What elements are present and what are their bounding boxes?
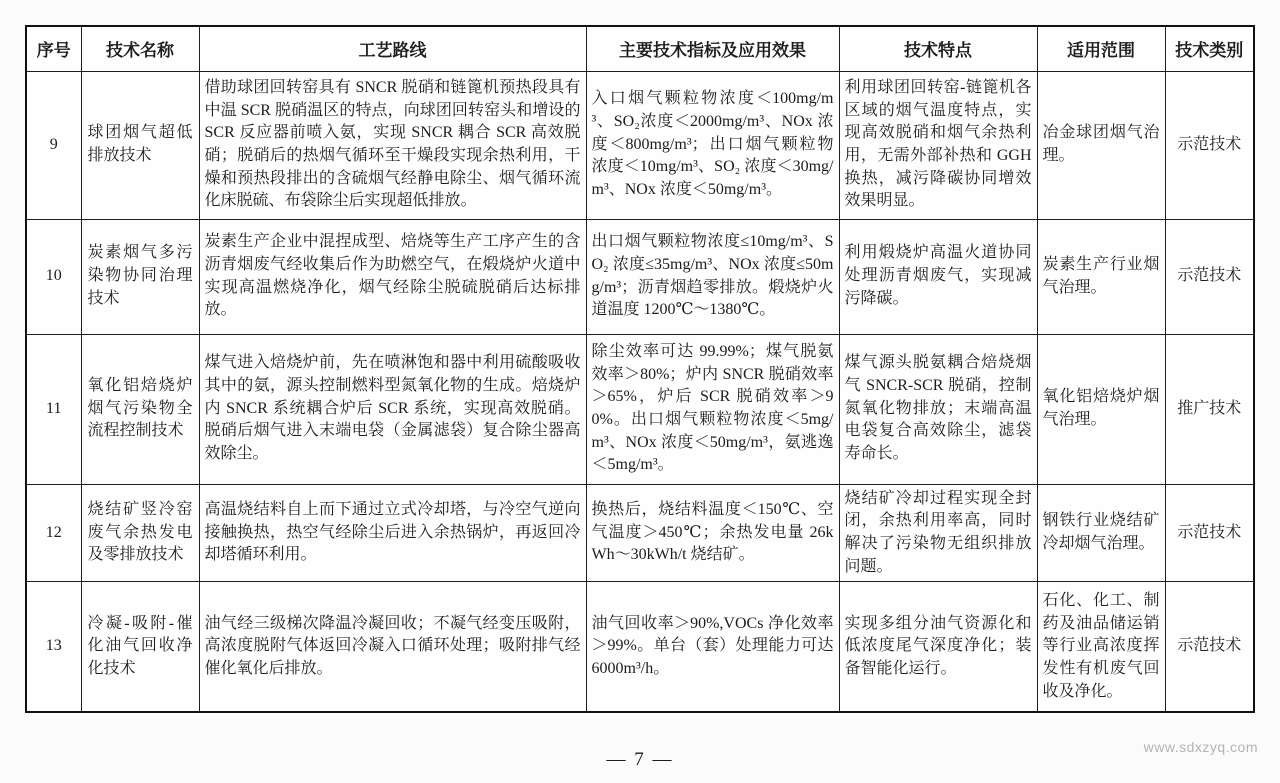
- scope-cell: 冶金球团烟气治理。: [1037, 71, 1165, 219]
- technology-name-cell: 烧结矿竖冷窑废气余热发电及零排放技术: [81, 484, 199, 582]
- features-cell: 烧结矿冷却过程实现全封闭，余热利用率高，同时解决了污染物无组织排放问题。: [839, 484, 1037, 582]
- features-cell: 煤气源头脱氨耦合焙烧烟气 SNCR-SCR 脱硝，控制氮氧化物排放；末端高温电袋复合高效除尘，滤袋寿命长。: [839, 334, 1037, 484]
- header-no: 序号: [26, 26, 81, 71]
- scope-cell: 氧化铝焙烧炉烟气治理。: [1037, 334, 1165, 484]
- page-number: — 7 —: [606, 749, 674, 770]
- process-route-cell: 高温烧结料自上而下通过立式冷却塔，与冷空气逆向接触换热，热空气经除尘后进入余热锅炉，再返回冷却塔循环利用。: [199, 484, 586, 582]
- technology-catalog-table: [25, 25, 1255, 713]
- row-number-cell: 10: [26, 219, 81, 334]
- indicators-cell: 除尘效率可达 99.99%；煤气脱氨效率＞80%；炉内 SNCR 脱硝效率＞65%，炉后 SCR 脱硝效率＞90%。出口烟气颗粒物浓度＜5mg/m³、NOx 浓度＜50mg/m³，氨逃逸＜5mg/m³。: [586, 334, 839, 484]
- features-cell: 利用球团回转窑-链篦机各区域的烟气温度特点，实现高效脱硝和烟气余热利用，无需外部补热和 GGH 换热，减污降碳协同增效效果明显。: [839, 71, 1037, 219]
- technology-name-cell: 氧化铝焙烧炉烟气污染物全流程控制技术: [81, 334, 199, 484]
- category-cell: 示范技术: [1165, 71, 1254, 219]
- category-cell: 示范技术: [1165, 219, 1254, 334]
- category-cell: 推广技术: [1165, 334, 1254, 484]
- indicators-cell: 出口烟气颗粒物浓度≤10mg/m³、SO₂ 浓度≤35mg/m³、NOx 浓度≤50mg/m³；沥青烟趋零排放。煅烧炉火道温度 1200℃～1380℃。: [586, 219, 839, 334]
- process-route-cell: 炭素生产企业中混捏成型、焙烧等生产工序产生的含沥青烟废气经收集后作为助燃空气，在煅烧炉火道中实现高温燃烧净化，烟气经除尘脱硫脱硝后达标排放。: [199, 219, 586, 334]
- table-row: [26, 219, 1254, 334]
- header-scope: 适用范围: [1037, 26, 1165, 71]
- header-category: 技术类别: [1165, 26, 1254, 71]
- scope-cell: 钢铁行业烧结矿冷却烟气治理。: [1037, 484, 1165, 582]
- header-name: 技术名称: [81, 26, 199, 71]
- scope-cell: 石化、化工、制药及油品储运销等行业高浓度挥发性有机废气回收及净化。: [1037, 582, 1165, 712]
- process-route-cell: 借助球团回转窑具有 SNCR 脱硝和链篦机预热段具有中温 SCR 脱硝温区的特点，向球团回转窑头和增设的 SCR 反应器前喷入氨，实现 SNCR 耦合 SCR 高效脱硝；脱硝后的热烟气循环至干燥段实现余热利用，干燥和预热段排出的含硫烟气经静电除尘、烟气循环流化床脱硫、布袋除尘后实现超低排放。: [199, 71, 586, 219]
- process-route-cell: 油气经三级梯次降温冷凝回收；不凝气经变压吸附，高浓度脱附气体返回冷凝入口循环处理；吸附排气经催化氧化后排放。: [199, 582, 586, 712]
- header-row: [26, 26, 1254, 71]
- technology-name-cell: 球团烟气超低排放技术: [81, 71, 199, 219]
- indicators-cell: 油气回收率＞90%,VOCs 净化效率＞99%。单台（套）处理能力可达 6000m³/h。: [586, 582, 839, 712]
- table-row: [26, 334, 1254, 484]
- indicators-cell: 入口烟气颗粒物浓度＜100mg/m³、SO₂浓度＜2000mg/m³、NOx 浓度＜800mg/m³；出口烟气颗粒物浓度＜10mg/m³、SO₂ 浓度＜30mg/m³、NOx 浓度＜50mg/m³。: [586, 71, 839, 219]
- process-route-cell: 煤气进入焙烧炉前，先在喷淋饱和器中利用硫酸吸收其中的氨，源头控制燃料型氮氧化物的生成。焙烧炉内 SNCR 系统耦合炉后 SCR 系统，实现高效脱硝。脱硝后烟气进入末端电袋（金属滤袋）复合除尘器高效除尘。: [199, 334, 586, 484]
- header-indicators: 主要技术指标及应用效果: [586, 26, 839, 71]
- scope-cell: 炭素生产行业烟气治理。: [1037, 219, 1165, 334]
- table-row: [26, 484, 1254, 582]
- row-number-cell: 9: [26, 71, 81, 219]
- technology-name-cell: 冷凝-吸附-催化油气回收净化技术: [81, 582, 199, 712]
- category-cell: 示范技术: [1165, 582, 1254, 712]
- technology-name-cell: 炭素烟气多污染物协同治理技术: [81, 219, 199, 334]
- watermark-text: www.sdxzyq.com: [1143, 739, 1258, 755]
- table-row: [26, 71, 1254, 219]
- header-features: 技术特点: [839, 26, 1037, 71]
- table-row: [26, 582, 1254, 712]
- features-cell: 利用煅烧炉高温火道协同处理沥青烟废气，实现减污降碳。: [839, 219, 1037, 334]
- header-process: 工艺路线: [199, 26, 586, 71]
- category-cell: 示范技术: [1165, 484, 1254, 582]
- row-number-cell: 12: [26, 484, 81, 582]
- indicators-cell: 换热后，烧结料温度＜150℃、空气温度＞450℃；余热发电量 26kWh～30kWh/t 烧结矿。: [586, 484, 839, 582]
- features-cell: 实现多组分油气资源化和低浓度尾气深度净化；装备智能化运行。: [839, 582, 1037, 712]
- row-number-cell: 11: [26, 334, 81, 484]
- row-number-cell: 13: [26, 582, 81, 712]
